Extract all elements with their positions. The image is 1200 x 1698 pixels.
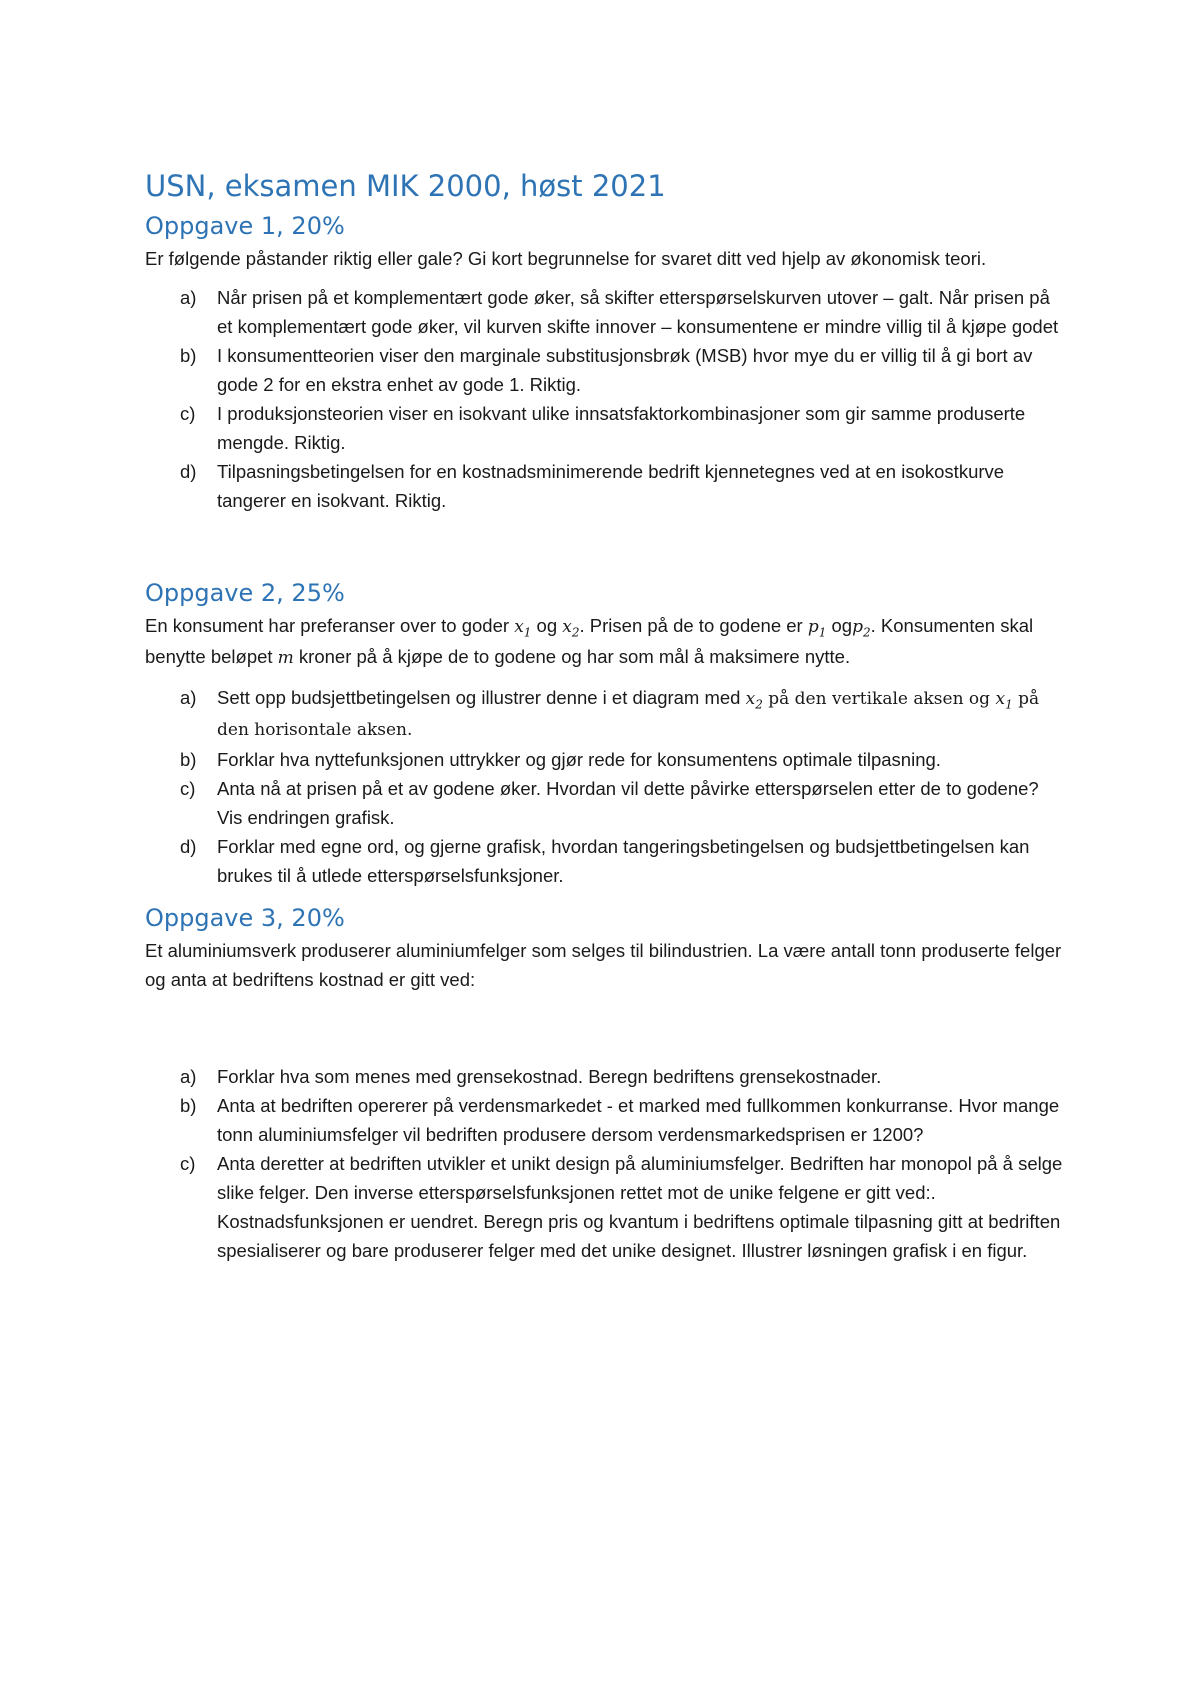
item-marker: d) [180, 461, 197, 482]
section-heading: Oppgave 2, 25% [145, 579, 345, 607]
item-text: Anta deretter at bedriften utvikler et unikt design på aluminiumsfelger. Bedriften har monopol på å selge slike felger. Den inverse etterspørselsfunksjonen rettet mot de unike felgene er gitt ved:. Kostnadsfunksjonen er uendret. Beregn pris og kvantum i bedriftens optimale tilpasning gitt at bedriften spesialiserer og bare produserer felger med det unike designet. Illustrer løsningen grafisk i en figur. [217, 1153, 1063, 1261]
document-body [145, 166, 1065, 1265]
list-item [145, 457, 1065, 515]
item-marker: a) [180, 687, 197, 708]
question-list [145, 283, 1065, 515]
item-text: Forklar hva nyttefunksjonen uttrykker og gjør rede for konsumentens optimale tilpasning. [217, 749, 941, 770]
item-marker: b) [180, 345, 197, 366]
list-item [145, 1062, 1065, 1091]
list-item [145, 683, 1065, 745]
math-x2: $x_2$ [562, 617, 580, 640]
item-marker: c) [180, 1153, 196, 1174]
item-marker: b) [180, 749, 197, 770]
item-text: Anta at bedriften opererer på verdensmarkedet - et marked med fullkommen konkurranse. Hvor mange tonn aluminiumsfelger vil bedriften produsere dersom verdensmarkedsprisen er 1200? [217, 1095, 1060, 1145]
intro-text: En konsument har preferanser over to goder [145, 615, 515, 636]
item-text-math: på den horisontale aksen. [217, 689, 1040, 740]
section-intro [145, 611, 1065, 673]
math-x1: $x_1$ [995, 689, 1013, 712]
item-text: Når prisen på et komplementært gode øker, så skifter etterspørselskurven utover – galt. Når prisen på et komplementært gode øker, vil kurven skifte innover – konsumentene er mindre villig til å kjøpe godet [217, 287, 1059, 337]
question-list [145, 683, 1065, 890]
item-text: I produksjonsteorien viser en isokvant ulike innsatsfaktorkombinasjoner som gir samme produserte mengde. Riktig. [217, 403, 1026, 453]
math-p2: $p_2$ [852, 617, 871, 640]
list-item [145, 341, 1065, 399]
intro-text: og [531, 615, 563, 636]
item-marker: b) [180, 1095, 197, 1116]
section-intro: Er følgende påstander riktig eller gale? Gi kort begrunnelse for svaret ditt ved hjelp av økonomisk teori. [145, 248, 987, 269]
list-item [145, 399, 1065, 457]
item-marker: a) [180, 287, 197, 308]
item-text-math: på den vertikale aksen og [762, 689, 996, 709]
item-text: Forklar med egne ord, og gjerne grafisk, hvordan tangeringsbetingelsen og budsjettbetingelsen kan brukes til å utlede etterspørselsfunksjoner. [217, 836, 1030, 886]
item-marker: a) [180, 1066, 197, 1087]
question-list [145, 1062, 1065, 1265]
item-text: Tilpasningsbetingelsen for en kostnadsminimerende bedrift kjennetegnes ved at en isokostkurve tangerer en isokvant. Riktig. [217, 461, 1005, 511]
list-item [145, 1149, 1065, 1265]
intro-text: kroner på å kjøpe de to godene og har som mål å maksimere nytte. [293, 646, 851, 667]
list-item [145, 774, 1065, 832]
section-oppgave-2 [145, 575, 1065, 890]
section-heading: Oppgave 3, 20% [145, 904, 345, 932]
list-item [145, 283, 1065, 341]
item-text: Sett opp budsjettbetingelsen og illustrer denne i et diagram med [217, 687, 746, 708]
item-marker: c) [180, 778, 196, 799]
intro-text: . Prisen på de to godene er [579, 615, 808, 636]
intro-text: . Konsumenten skal benytte beløpet [145, 615, 1034, 667]
section-heading: Oppgave 1, 20% [145, 212, 345, 240]
math-x1: $x_1$ [514, 617, 532, 640]
item-text: I konsumentteorien viser den marginale substitusjonsbrøk (MSB) hvor mye du er villig til å gi bort av gode 2 for en ekstra enhet av gode 1. Riktig. [217, 345, 1033, 395]
item-marker: c) [180, 403, 196, 424]
item-text: Anta nå at prisen på et av godene øker. Hvordan vil dette påvirke etterspørselen etter de to godene? Vis endringen grafisk. [217, 778, 1039, 828]
intro-text: og [826, 615, 853, 636]
math-m: m [277, 648, 294, 668]
math-x2: $x_2$ [745, 689, 763, 712]
section-oppgave-1 [145, 208, 1065, 515]
item-marker: d) [180, 836, 197, 857]
list-item [145, 745, 1065, 774]
section-intro: Et aluminiumsverk produserer aluminiumfelger som selges til bilindustrien. La være antall tonn produserte felger og anta at bedriftens kostnad er gitt ved: [145, 940, 1062, 990]
list-item [145, 1091, 1065, 1149]
document-title: USN, eksamen MIK 2000, høst 2021 [145, 169, 666, 203]
section-oppgave-3 [145, 900, 1065, 1265]
math-p1: $p_1$ [807, 617, 827, 640]
item-text: Forklar hva som menes med grensekostnad. Beregn bedriftens grensekostnader. [217, 1066, 882, 1087]
formula-placeholder [145, 994, 1065, 1052]
list-item [145, 832, 1065, 890]
